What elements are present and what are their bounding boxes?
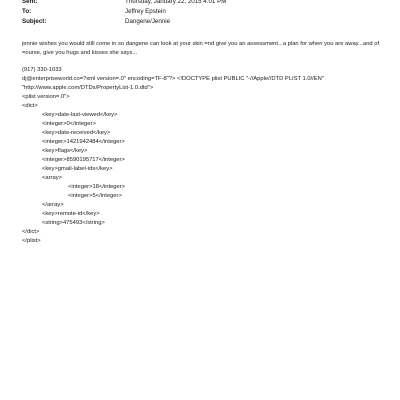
subject-value: Dangene/Jennie bbox=[125, 18, 171, 25]
to-value: Jeffrey Epstein bbox=[125, 8, 166, 15]
dict-open: <dict> bbox=[22, 103, 38, 109]
value-date-received: <integer>1421942484</integer> bbox=[42, 139, 125, 145]
value-remote-id: <string>475493</string> bbox=[42, 220, 105, 226]
key-flags: <key>flags</key> bbox=[42, 148, 88, 154]
array-item-1: <integer>18</integer> bbox=[68, 184, 126, 190]
sent-label: Sent: bbox=[22, 0, 38, 5]
key-gmail-label-ids: <key>gmail-label-ids</key> bbox=[42, 166, 113, 172]
dict-close: </dict> bbox=[22, 229, 40, 235]
array-open: <array> bbox=[42, 175, 62, 181]
plist-open: <plist version=.0"> bbox=[22, 94, 70, 100]
array-item-2: <integer>5</integer> bbox=[68, 193, 122, 199]
xml-header-line: dj@enterpriseworld.co=?xml version=.0" encoding=TF-8"?> <!DOCTYPE plist PUBLIC "-//Apple//DTD PLIST 1.0//EN" bbox=[22, 76, 324, 82]
sent-value: Thursday, January 22, 2015 4:01 PM bbox=[125, 0, 227, 5]
email-body bbox=[22, 40, 388, 246]
message-text: jennie wishes you would still come in so dangene can look at your skin =nd give you an assessment...a plan for when you are away...and of =ourse, give you hugs and kisses she says... bbox=[22, 41, 380, 56]
to-label: To: bbox=[22, 8, 32, 15]
key-remote-id: <key>remote-id</key> bbox=[42, 211, 100, 217]
value-flags: <integer>8590195717</integer> bbox=[42, 157, 125, 163]
plist-close: </plist> bbox=[22, 238, 41, 244]
dtd-url-line: "http://www.apple.com/DTDs/PropertyList-1.0.dtd"> bbox=[22, 85, 154, 91]
phone-number: (917) 330-1033 bbox=[22, 67, 62, 73]
subject-label: Subject: bbox=[22, 18, 47, 25]
spacer bbox=[22, 58, 388, 66]
array-close: </array> bbox=[42, 202, 64, 208]
key-date-last-viewed: <key>date-last-viewed</key> bbox=[42, 112, 118, 118]
to-row bbox=[22, 7, 392, 17]
sent-row bbox=[22, 0, 392, 7]
key-date-received: <key>date-received</key> bbox=[42, 130, 111, 136]
value-date-last-viewed: <integer>0</integer> bbox=[42, 121, 96, 127]
subject-row bbox=[22, 17, 392, 27]
email-header bbox=[22, 0, 392, 27]
